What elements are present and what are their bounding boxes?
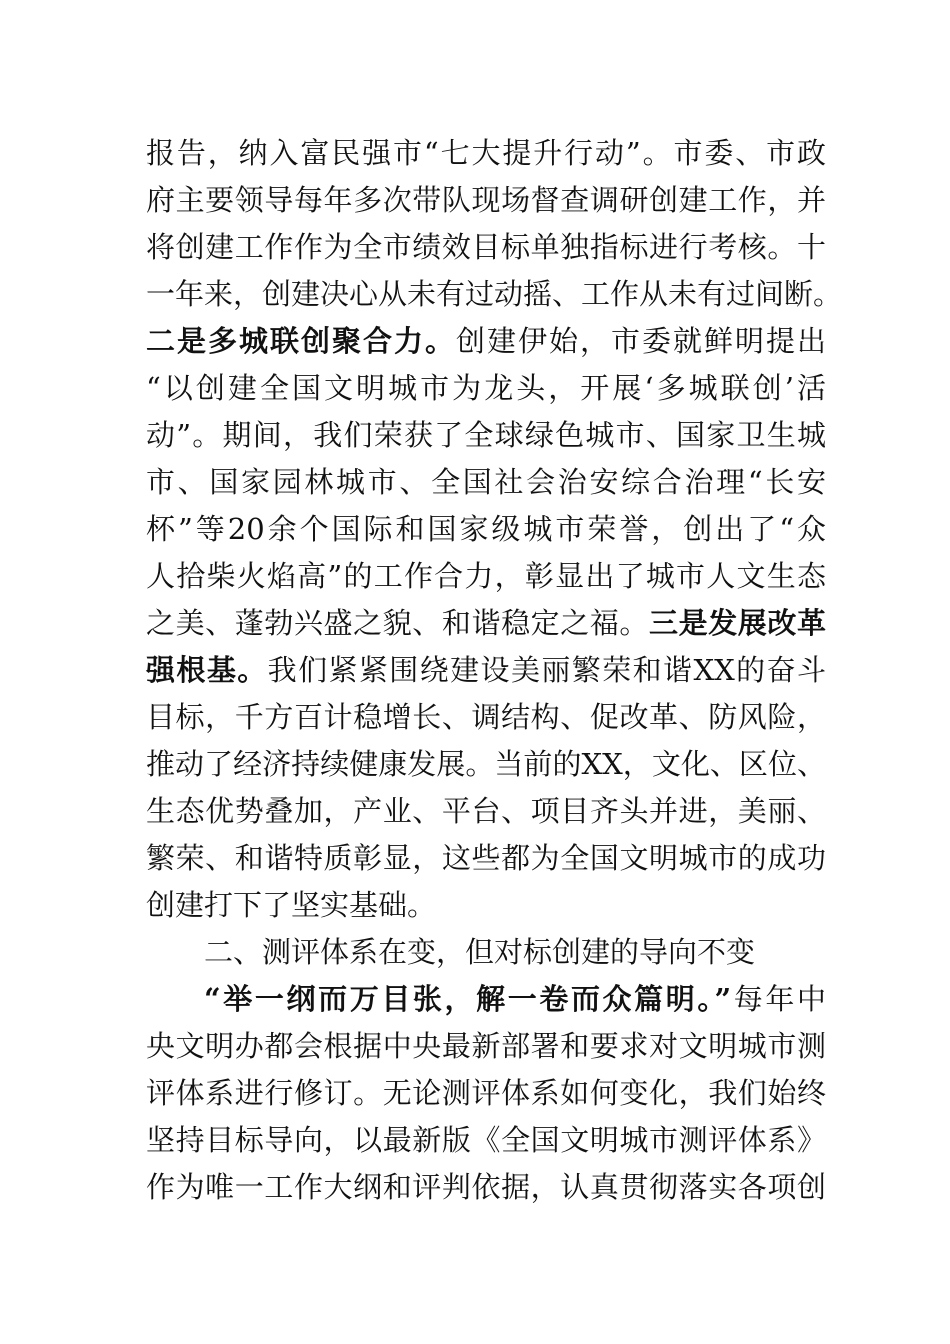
text-segment: “以创建全国文明城市为龙头，开展‘多城联创’活: [146, 371, 826, 405]
text-segment: 杯”等20余个国际和国家级城市荣誉，创出了“众: [146, 512, 826, 546]
text-line: [146, 412, 826, 459]
text-segment: 创建打下了坚实基础。: [146, 888, 437, 922]
document-body: [146, 130, 843, 1211]
text-line: [146, 882, 826, 929]
text-segment: 之美、蓬勃兴盛之貌、和谐稳定之福。: [146, 606, 650, 640]
text-line: [146, 130, 826, 177]
text-segment: 我们紧紧围绕建设美丽繁荣和谐XX的奋斗: [267, 653, 826, 687]
text-line: [146, 506, 826, 553]
text-segment: 人拾柴火焰高”的工作合力，彰显出了城市人文生态: [146, 559, 826, 593]
text-line: [146, 1117, 826, 1164]
text-line: [146, 1070, 826, 1117]
section-heading: 二、测评体系在变，但对标创建的导向不变: [204, 935, 756, 969]
text-line: [146, 835, 826, 882]
text-line: [146, 1023, 826, 1070]
text-line: [146, 224, 826, 271]
text-segment: 每年中: [731, 982, 826, 1016]
text-segment: 动”。期间，我们荣获了全球绿色城市、国家卫生城: [146, 418, 826, 452]
text-line: [146, 177, 826, 224]
text-segment: 作为唯一工作大纲和评判依据，认真贯彻落实各项创: [146, 1170, 826, 1204]
bold-phrase: 三是发展改革: [649, 606, 826, 640]
text-line: [146, 459, 826, 506]
text-segment: 一年来，创建决心从未有过动摇、工作从未有过间断。: [146, 277, 843, 311]
text-segment: 繁荣、和谐特质彰显，这些都为全国文明城市的成功: [146, 841, 826, 875]
text-segment: 生态优势叠加，产业、平台、项目齐头并进，美丽、: [146, 794, 826, 828]
bold-phrase: 强根基。: [146, 653, 268, 687]
text-segment: 推动了经济持续健康发展。当前的XX，文化、区位、: [146, 747, 826, 781]
text-segment: 府主要领导每年多次带队现场督查调研创建工作，并: [146, 183, 826, 217]
text-line: [146, 976, 826, 1023]
text-line: [146, 600, 826, 647]
text-line: [146, 647, 826, 694]
text-segment: 创建伊始，市委就鲜明提出: [456, 324, 826, 358]
text-segment: 市、国家园林城市、全国社会治安综合治理“长安: [146, 465, 826, 499]
text-segment: 央文明办都会根据中央最新部署和要求对文明城市测: [146, 1029, 826, 1063]
text-line: [146, 694, 826, 741]
text-segment: 目标，千方百计稳增长、调结构、促改革、防风险，: [146, 700, 826, 734]
text-line: [146, 271, 843, 318]
text-line: [146, 553, 826, 600]
bold-phrase: “举一纲而万目张，解一卷而众篇明。”: [204, 982, 732, 1016]
text-line: [146, 788, 826, 835]
bold-phrase: 二是多城联创聚合力。: [146, 324, 456, 358]
text-line: [146, 365, 826, 412]
text-line: [146, 318, 826, 365]
text-segment: 报告，纳入富民强市“七大提升行动”。市委、市政: [146, 136, 826, 170]
text-line: [146, 1164, 826, 1211]
text-segment: 坚持目标导向，以最新版《全国文明城市测评体系》: [146, 1123, 826, 1157]
text-line: [146, 741, 826, 788]
text-segment: 将创建工作作为全市绩效目标单独指标进行考核。十: [146, 230, 826, 264]
text-segment: 评体系进行修订。无论测评体系如何变化，我们始终: [146, 1076, 826, 1110]
